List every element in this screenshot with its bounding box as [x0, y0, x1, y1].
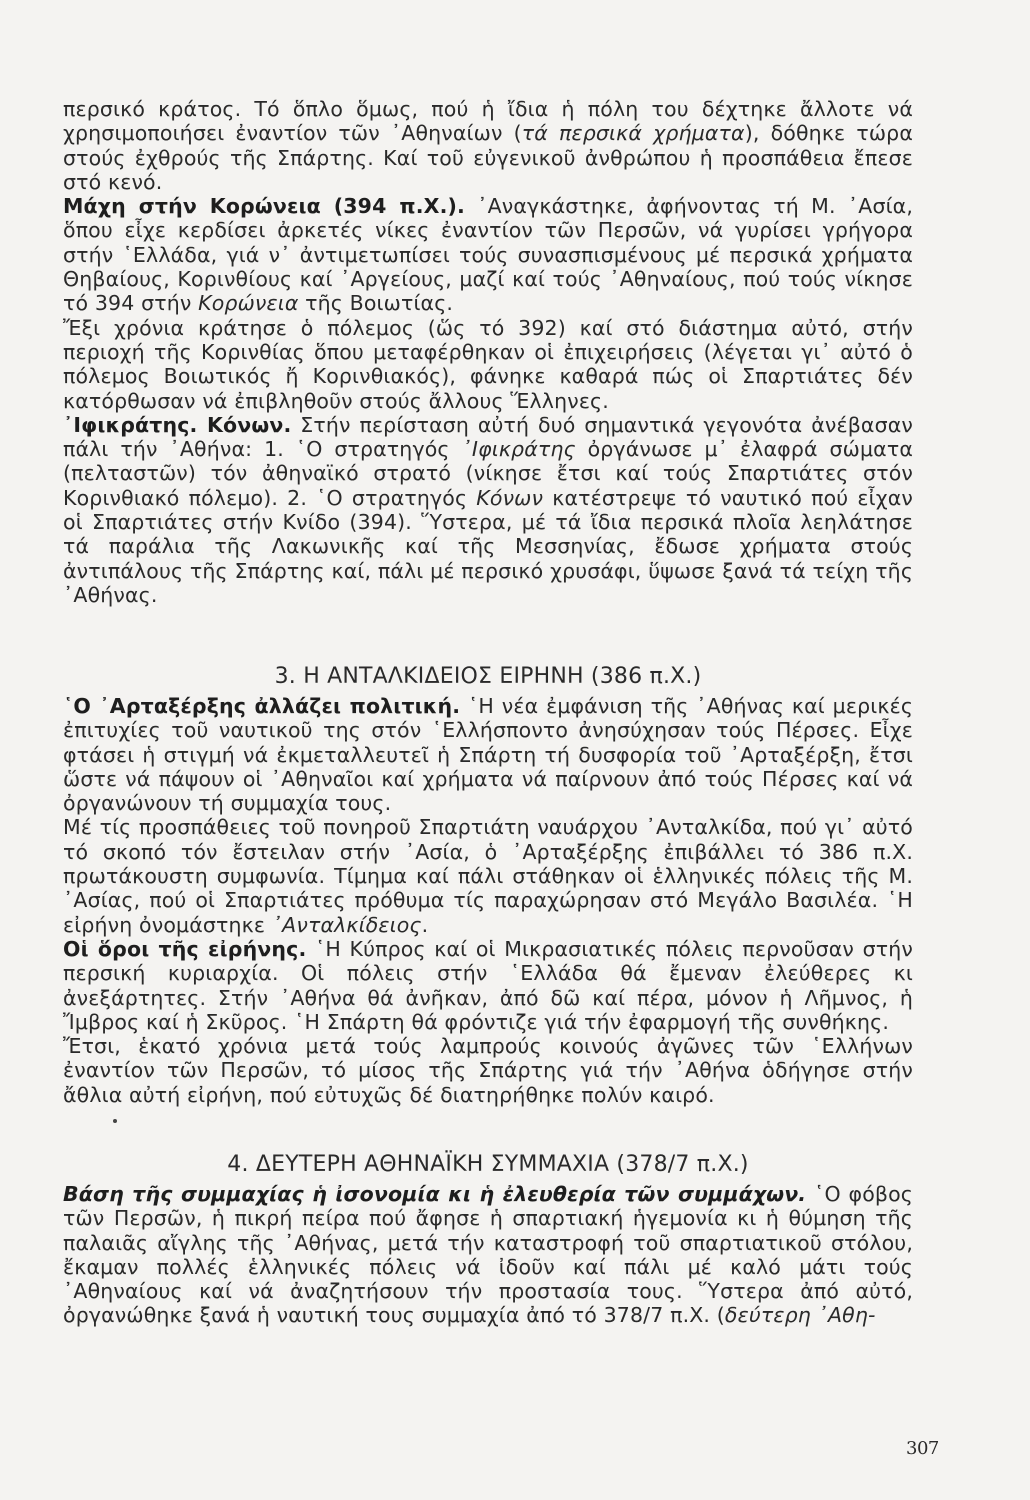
italic-text: τά περσικά χρήματα: [521, 121, 745, 146]
text-run: Στήν περίσταση αὐτή δυό σημαντικά γεγονότα ἀνέβασαν πάλι τήν ᾿Αθήνα: 1. ῾Ο στρατηγός: [63, 412, 913, 462]
italic-text: δεύτερη ᾿Αθη-: [724, 1303, 876, 1328]
section-intro: [63, 97, 913, 607]
paragraph: Ἔξι χρόνια κράτησε ὁ πόλεμος (ὥς τό 392) καί στό διάστημα αὐτό, στήν περιοχή τῆς Κορινθίας ὅπου μεταφέρθηκαν οἱ ἐπιχειρήσεις (λέγεται γι᾿ αὐτό ὁ πόλεμος Βοιωτικός ἤ Κορινθιακός), φάνηκε καθαρά πώς οἱ Σπαρτιάτες δέν κατόρθωσαν νά ἐπιβληθοῦν στούς ἄλλους Ἕλληνες.: [63, 315, 913, 413]
paragraph: [63, 815, 913, 936]
paragraph: Ἔτσι, ἑκατό χρόνια μετά τούς λαμπρούς κοινούς ἀγῶνες τῶν ῾Ελλήνων ἐναντίον τῶν Περσῶν, τό μίσος τῆς Σπάρτης γιά τήν ᾿Αθήνα ὁδήγησε στήν ἄθλια αὐτή εἰρήνη, πού εὐτυχῶς δέ διατηρήθηκε πολύν καιρό.: [63, 1034, 913, 1107]
paragraph: [63, 413, 913, 607]
subheading-koroneia: Μάχη στήν Κορώνεια (394 π.Χ.).: [63, 194, 465, 219]
stray-mark: [113, 1119, 117, 1123]
italic-text: Κορώνεια: [198, 291, 299, 316]
subheading-alliance-basis: [63, 1182, 806, 1206]
text-run: τῆς Βοιωτίας.: [298, 291, 454, 316]
section-second-alliance: [63, 1182, 913, 1328]
text-run: ῾Η νέα ἐμφάνιση τῆς ᾿Αθήνας καί μερικές ἐπιτυχίες τοῦ ναυτικοῦ της στόν ῾Ελλήσποντο ἀνησύχησαν τούς Πέρσες. Εἶχε φτάσει ἡ στιγμή νά ἐκμεταλλευτεῖ ἡ Σπάρτη τή δυσφορία τοῦ ᾿Αρταξέρξη, ἔτσι ὥστε νά πάψουν οἱ ᾿Αθηναῖοι καί χρήματα νά παίρνουν ἀπό τούς Πέρσες καί νά ὀργανώνουν τή συμμαχία τους.: [63, 694, 913, 816]
text-run: .: [421, 912, 429, 937]
bold-italic-text: Βάση τῆς συμμαχίας ἡ ἰσονομία κι ἡ ἐλευθερία τῶν συμμάχων.: [63, 1182, 807, 1206]
paragraph: [63, 97, 913, 194]
section-heading-second-alliance: 4. ΔΕΥΤΕΡΗ ΑΘΗΝΑΪΚΗ ΣΥΜΜΑΧΙΑ (378/7 π.Χ.): [227, 1152, 749, 1177]
text-run: περσικό κράτος. Τό ὅπλο ὅμως, πού ἡ ἴδια ἡ πόλη του δέχτηκε ἄλλοτε νά χρησιμοποιήσει ἐναντίον τῶν ᾿Αθηναίων (: [63, 97, 913, 146]
italic-text: ᾿Ανταλκίδειος: [271, 912, 422, 937]
text-run: ῾Η Κύπρος καί οἱ Μικρασιατικές πόλεις περνοῦσαν στήν περσική κυριαρχία. Οἱ πόλεις στήν ῾Ελλάδα θά ἔμεναν ἐλεύθερες κι ἀνεξάρτητες. Στήν ᾿Αθήνα θά ἀνῆκαν, ἀπό δῶ καί πέρα, μόνον ἡ Λῆμνος, ἡ Ἴμβρος καί ἡ Σκῦρος. ῾Η Σπάρτη θά φρόντιζε γιά τήν ἐφαρμογή τῆς συνθήκης.: [63, 936, 913, 1034]
subheading-iphikrates-konon: ᾿Ιφικράτης. Κόνων.: [63, 412, 292, 437]
section-antalkideios: [63, 694, 913, 1107]
text-run: κατέστρεψε τό ναυτικό πού εἶχαν οἱ Σπαρτιάτες στήν Κνίδο (394). Ὕστερα, μέ τά ἴδια περσικά πλοῖα λεηλάτησε τά παράλια τῆς Λακωνικῆς καί τῆς Μεσσηνίας, ἔδωσε χρήματα στούς ἀντιπάλους τῆς Σπάρτης καί, πάλι μέ περσικό χρυσάφι, ὕψωσε ξανά τά τείχη τῆς ᾿Αθήνας.: [63, 485, 913, 607]
subheading-artaxerxes: ῾Ο ᾿Αρταξέρξης ἀλλάζει πολιτική.: [63, 694, 461, 718]
paragraph: [63, 937, 913, 1034]
text-run: ᾿Αναγκάστηκε, ἀφήνοντας τή Μ. ᾿Ασία, ὅπου εἶχε κερδίσει ἀρκετές νίκες ἐναντίον τῶν Περσῶν, νά γυρίσει γρήγορα στήν ῾Ελλάδα, γιά ν᾿ ἀντιμετωπίσει τούς συνασπισμένους μέ περσικά χρήματα Θηβαίους, Κορινθίους καί ᾿Αργείους, μαζί καί τούς ᾿Αθηναίους, πού τούς νίκησε τό 394 στήν: [63, 194, 914, 316]
page-content: [63, 97, 939, 1477]
paragraph: [63, 694, 913, 815]
text-run: ), δόθηκε τώρα στούς ἐχθρούς τῆς Σπάρτης. Καί τοῦ εὐγενικοῦ ἀνθρώπου ἡ προσπάθεια ἔπεσε στό κενό.: [63, 121, 913, 194]
paragraph: [63, 194, 913, 315]
text-run: ῾Ο φόβος τῶν Περσῶν, ἡ πικρή πείρα πού ἄφησε ἡ σπαρτιακή ἡγεμονία κι ἡ θύμηση τῆς παλαιᾶς αἴγλης τῆς ᾿Αθήνας, μετά τήν καταστροφή τοῦ σπαρτιατικοῦ στόλου, ἔκαμαν πολλές ἑλληνικές πόλεις νά ἰδοῦν καί πάλι μέ καλό μάτι τούς ᾿Αθηναίους καί νά ἀναζητήσουν τήν προστασία τους. Ὕστερα ἀπό αὐτό, ὀργανώθηκε ξανά ἡ ναυτική τους συμμαχία ἀπό τό 378/7 π.Χ. (: [63, 1182, 913, 1328]
section-heading-antalkideios: 3. Η ΑΝΤΑΛΚΙΔΕΙΟΣ ΕΙΡΗΝΗ (386 π.Χ.): [274, 664, 702, 689]
page-number: 307: [906, 1438, 939, 1459]
italic-text: ᾿Ιφικράτης: [461, 437, 576, 462]
text-run: Μέ τίς προσπάθειες τοῦ πονηροῦ Σπαρτιάτη ναυάρχου ᾿Ανταλκίδα, πού γι᾿ αὐτό τό σκοπό τόν ἔστειλαν στήν ᾿Ασία, ὁ ᾿Αρταξέρξης ἐπιβάλλει τό 386 π.Χ. πρωτάκουστη συμφωνία. Τίμημα καί πάλι στάθηκαν οἱ ἑλληνικές πόλεις τῆς Μ. ᾿Ασίας, πού οἱ Σπαρτιάτες πρόθυμα τίς παραχώρησαν στό Μεγάλο Βασιλέα. ῾Η εἰρήνη ὀνομάστηκε: [63, 815, 913, 937]
paragraph: [63, 1182, 913, 1328]
text-run: ὀργάνωσε μ᾿ ἐλαφρά σώματα (πελταστῶν) τόν ἀθηναϊκό στρατό (νίκησε ἔτσι καί τούς Σπαρτιάτες στόν Κορινθιακό πόλεμο). 2. ῾Ο στρατηγός: [63, 437, 913, 510]
subheading-peace-terms: Οἱ ὅροι τῆς εἰρήνης.: [63, 936, 307, 961]
italic-text: Κόνων: [476, 485, 544, 510]
